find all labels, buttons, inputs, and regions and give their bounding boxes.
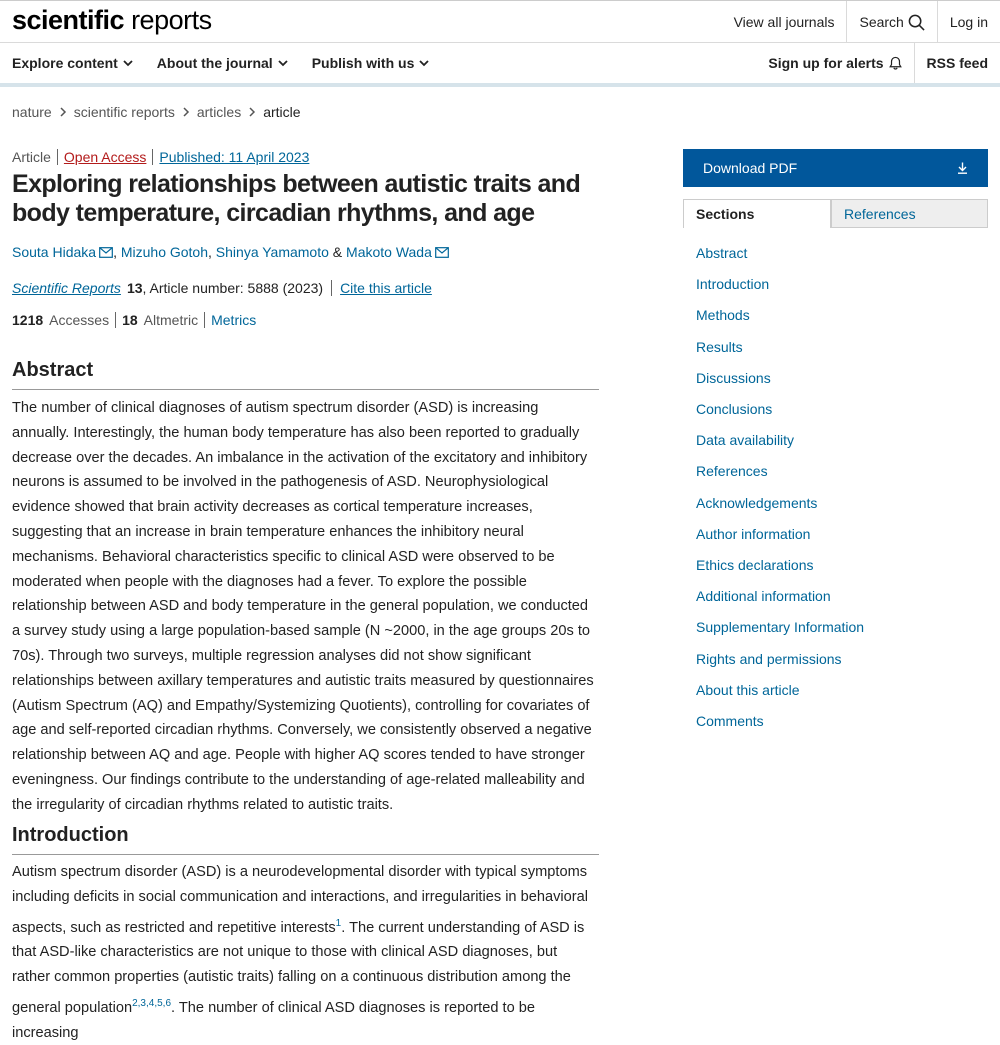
- author-link[interactable]: Shinya Yamamoto: [215, 244, 329, 260]
- toc-item: [696, 363, 864, 394]
- introduction-text: [12, 860, 599, 1045]
- metrics-link[interactable]: Metrics: [211, 312, 257, 328]
- main-nav: [0, 43, 1000, 87]
- reference-link[interactable]: 1: [335, 917, 342, 929]
- chevron-right-icon: [60, 107, 66, 117]
- about-journal-menu[interactable]: [145, 43, 300, 83]
- bell-icon: [889, 56, 902, 70]
- about-label: About the journal: [156, 55, 273, 71]
- toc-link-references[interactable]: References: [696, 463, 768, 480]
- login-link[interactable]: Log in: [937, 1, 1000, 43]
- intro-text-1: Autism spectrum disorder (ASD) is a neurodevelopmental disorder with typical symptoms including deficits in social communication and interactions, and irregularities in behavioral aspects, such as restricted and repetitive interests: [12, 864, 588, 936]
- accesses-count: 1218: [12, 312, 44, 328]
- open-access-link[interactable]: Open Access: [63, 149, 147, 165]
- toc-link-acknowledgements[interactable]: Acknowledgements: [696, 494, 818, 511]
- alerts-label: Sign up for alerts: [768, 55, 884, 71]
- top-header: [0, 0, 1000, 43]
- toc-item: [696, 300, 864, 331]
- journal-link[interactable]: Scientific Reports: [12, 280, 121, 296]
- toc-item: [696, 238, 864, 269]
- toc-link-comments[interactable]: Comments: [696, 713, 764, 730]
- author-list: [12, 244, 449, 260]
- reference-link[interactable]: 2,3,4,5,6: [132, 997, 172, 1009]
- publish-menu[interactable]: [300, 43, 442, 83]
- chevron-right-icon: [183, 107, 189, 117]
- published-date-link[interactable]: Published: 11 April 2023: [159, 149, 310, 165]
- toc-item: [696, 550, 864, 581]
- author-separator: &: [332, 244, 343, 260]
- toc-link-discussions[interactable]: Discussions: [696, 369, 771, 386]
- sections-list: [696, 238, 864, 737]
- tab-references[interactable]: References: [831, 199, 988, 228]
- toc-link-results[interactable]: Results: [696, 338, 743, 355]
- cite-article-link[interactable]: Cite this article: [331, 280, 432, 296]
- introduction-heading: Introduction: [12, 824, 599, 855]
- toc-link-data-availability[interactable]: Data availability: [696, 432, 795, 449]
- toc-link-methods[interactable]: Methods: [696, 307, 750, 324]
- intro-text-3: . The number of clinical ASD diagnoses is reported to be increasing: [12, 999, 535, 1041]
- toc-link-introduction[interactable]: Introduction: [696, 276, 770, 293]
- toc-item: [696, 269, 864, 300]
- article-metrics: [12, 312, 262, 328]
- toc-item: [696, 612, 864, 643]
- toc-link-supplementary-information[interactable]: Supplementary Information: [696, 619, 865, 636]
- chevron-down-icon: [419, 60, 429, 67]
- search-button[interactable]: [846, 1, 936, 43]
- author-link[interactable]: Souta Hidaka: [12, 244, 97, 260]
- rss-label: RSS feed: [926, 55, 988, 71]
- altmetric-label: Altmetric: [143, 312, 199, 328]
- toc-link-ethics-declarations[interactable]: Ethics declarations: [696, 557, 814, 574]
- abstract-text: The number of clinical diagnoses of autism spectrum disorder (ASD) is increasing annually. Interestingly, the human body temperature has also been reported to gradually decrease over the decades. An imbalance in the activation of the excitatory and inhibitory neurons is assumed to be involved in the pathogenesis of ASD. Neurophysiological evidence showed that brain activity decreases as cortical temperature increases, suggesting that an increase in brain temperature enhances the inhibitory neural mechanisms. Behavioral characteristics specific to clinical ASD were observed to be moderated when people with the diagnoses had a fever. To explore the possible relationship between ASD and body temperature in the general population, we conducted a survey study using a large population-based sample (N ~2000, in the age groups 20s to 70s). Through two surveys, multiple regression analyses did not show significant relationships between axillary temperatures and autistic traits measured by questionnaires (Autism Spectrum (AQ) and Empathy/Systemizing Quotients), controlling for covariates of age and self-reported circadian rhythms. Conversely, we consistently observed a negative relationship between AQ and age. People with higher AQ scores tended to have stronger eveningness. Our findings contribute to the understanding of age-related malleability and the irregularity of circadian rhythms related to autistic traits.: [12, 400, 594, 813]
- abstract-heading: Abstract: [12, 359, 599, 390]
- author-link[interactable]: Mizuho Gotoh: [120, 244, 209, 260]
- toc-item: [696, 394, 864, 425]
- sidebar-tabs: [683, 199, 988, 228]
- breadcrumb-nature[interactable]: nature: [12, 104, 52, 120]
- toc-item: [696, 488, 864, 519]
- toc-link-about-this-article[interactable]: About this article: [696, 681, 800, 698]
- intro-text-2: . The current understanding of ASD is that ASD-like characteristics are not unique to those with clinical ASD diagnoses, but rather common properties (autistic traits) falling on a continuous distribution among the general population: [12, 919, 585, 1016]
- article-number: , Article number: 5888 (2023): [142, 280, 324, 296]
- mail-icon[interactable]: [435, 247, 449, 258]
- sign-up-alerts-button[interactable]: [756, 43, 913, 83]
- search-label: Search: [859, 14, 904, 30]
- accesses-label: Accesses: [49, 312, 110, 328]
- rss-feed-link[interactable]: [914, 43, 1000, 83]
- publish-label: Publish with us: [311, 55, 415, 71]
- volume: 13: [126, 280, 143, 296]
- chevron-right-icon: [249, 107, 255, 117]
- toc-link-author-information[interactable]: Author information: [696, 525, 811, 542]
- view-all-journals-link[interactable]: View all journals: [733, 14, 835, 30]
- journal-logo[interactable]: [12, 5, 212, 36]
- breadcrumb-articles[interactable]: articles: [196, 104, 242, 120]
- author-separator: ,: [208, 244, 212, 260]
- toc-link-additional-information[interactable]: Additional information: [696, 588, 831, 605]
- article-title: Exploring relationships between autistic traits and body temperature, circadian rhythms, and age: [12, 170, 581, 227]
- top-links: [722, 1, 1000, 43]
- chevron-down-icon: [123, 60, 133, 67]
- download-pdf-button[interactable]: [683, 149, 988, 187]
- toc-item: [696, 644, 864, 675]
- citation-line: [12, 280, 432, 296]
- tab-sections[interactable]: Sections: [683, 199, 831, 228]
- toc-item: [696, 675, 864, 706]
- download-icon: [957, 162, 968, 174]
- altmetric-count: 18: [122, 312, 138, 328]
- mail-icon[interactable]: [99, 247, 113, 258]
- author-separator: ,: [113, 244, 117, 260]
- logo-bold: scientific: [12, 5, 125, 35]
- toc-link-abstract[interactable]: Abstract: [696, 245, 748, 261]
- download-pdf-label: Download PDF: [703, 160, 798, 176]
- toc-item: [696, 706, 864, 737]
- toc-link-conclusions[interactable]: Conclusions: [696, 401, 773, 418]
- article-meta: [12, 149, 315, 165]
- author-link[interactable]: Makoto Wada: [346, 244, 432, 260]
- explore-label: Explore content: [12, 55, 118, 71]
- toc-item: [696, 581, 864, 612]
- search-icon: [908, 14, 925, 31]
- article-type: Article: [12, 149, 51, 165]
- toc-item: [696, 425, 864, 456]
- logo-light: reports: [131, 5, 212, 35]
- chevron-down-icon: [278, 60, 288, 67]
- toc-item: [696, 519, 864, 550]
- toc-item: [696, 332, 864, 363]
- toc-link-rights-and-permissions[interactable]: Rights and permissions: [696, 650, 842, 667]
- breadcrumb: [12, 104, 301, 120]
- breadcrumb-current: article: [263, 104, 301, 120]
- toc-item: [696, 456, 864, 487]
- explore-content-menu[interactable]: [0, 43, 145, 83]
- breadcrumb-scientific-reports[interactable]: scientific reports: [73, 104, 175, 120]
